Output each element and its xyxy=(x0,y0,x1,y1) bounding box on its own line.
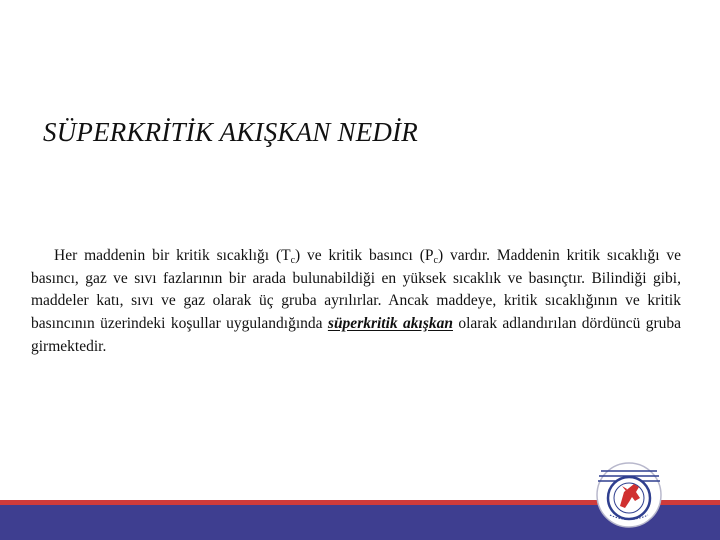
university-seal-icon xyxy=(596,462,662,528)
paragraph-text-1: Her maddenin bir kritik sıcaklığı (T xyxy=(54,247,291,264)
slide-title: SÜPERKRİTİK AKIŞKAN NEDİR xyxy=(43,117,418,147)
supercritical-fluid-term: süperkritik akışkan xyxy=(327,315,453,333)
body-paragraph xyxy=(31,245,681,359)
critical-pressure-subscript: c xyxy=(433,255,438,266)
paragraph-text-3: ) vardır. Maddenin kritik sıcaklığı ve basıncı, gaz ve sıvı fazlarının bir arada bulunabildiği en yüksek sıcaklık ve basınçtır. Bilindiği gibi, maddeler katı, sıvı ve gaz olarak üç gruba ayrılırlar. Ancak maddeye, kritik sıcaklığının ve kritik basıncının üzerindeki koşullar uygulandığında xyxy=(31,247,682,333)
paragraph-text-2: ) ve kritik basıncı (P xyxy=(295,247,434,264)
critical-temp-subscript: c xyxy=(290,255,296,266)
paragraph-text-4: olarak adlandırılan dördüncü gruba girmektedir. xyxy=(31,315,681,355)
